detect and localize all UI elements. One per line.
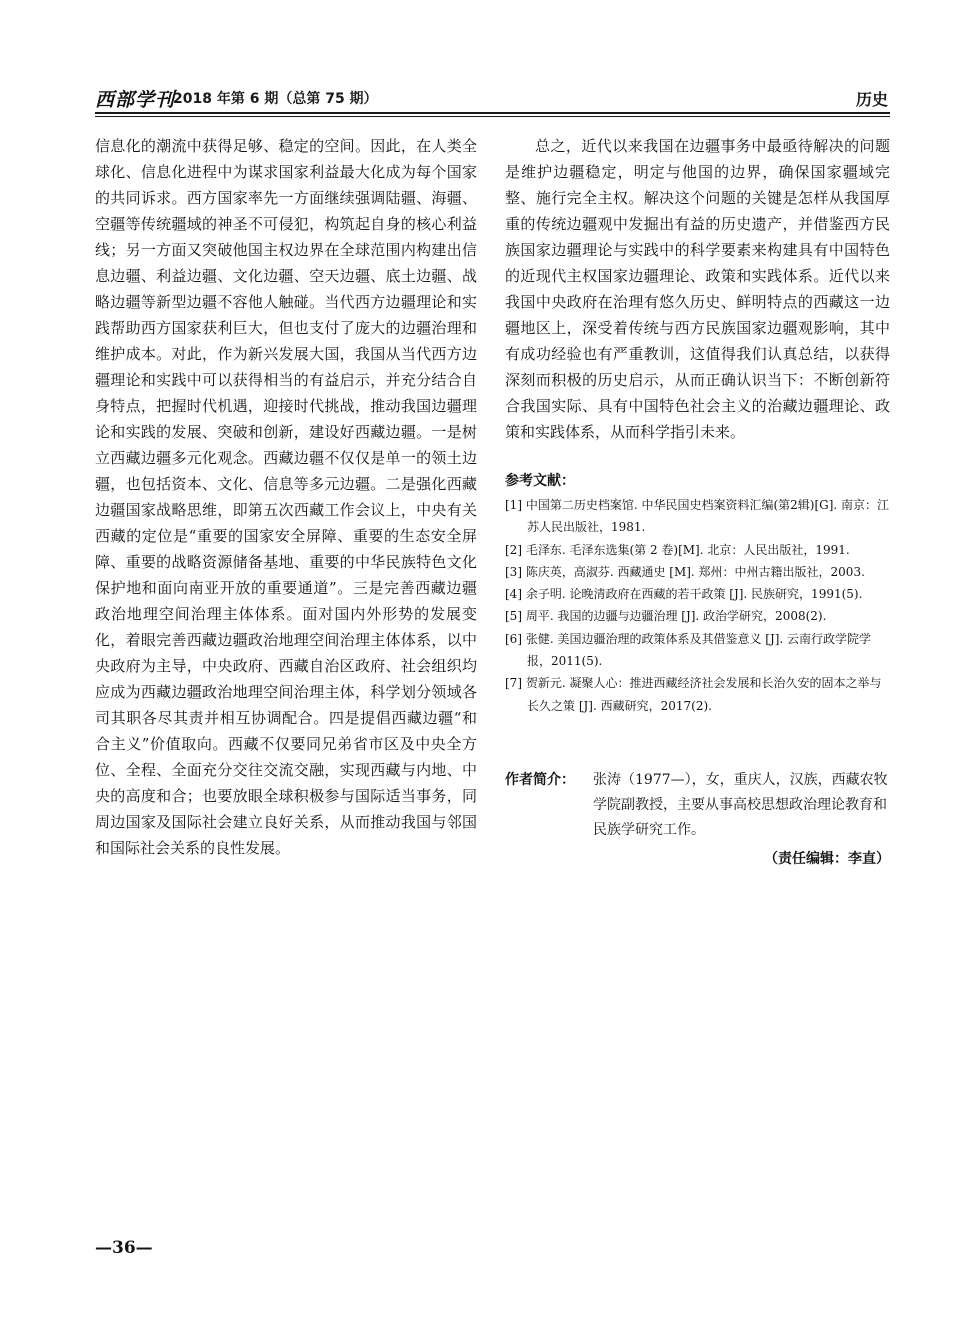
editor-note: （责任编辑：李直）: [764, 851, 890, 867]
page-number: —36—: [95, 1238, 153, 1258]
header-rule: [95, 112, 890, 114]
conclusion-paragraph: 总之，近代以来我国在边疆事务中最亟待解决的问题是维护边疆稳定，明定与他国的边界，确保国家疆域完整、施行完全主权。解决这个问题的关键是怎样从我国厚重的传统边疆观中发掘出有益的历史遗产，并借鉴西方民族国家边疆理论与实践中的科学要素来构建具有中国特色的近现代主权国家边疆理论、政策和实践体系。近代以来我国中央政府在治理有悠久历史、鲜明特点的西藏这一边疆地区上，深受着传统与西方民族国家边疆观影响，其中有成功经验也有严重教训，这值得我们认真总结，以获得深刻而积极的历史启示，从而正确认识当下：不断创新符合我国实际、具有中国特色社会主义的治藏边疆理论、政策和实践体系，从而科学指引未来。: [505, 137, 890, 441]
references-title: 参考文献：: [505, 473, 575, 489]
reference-item: [7] 贺新元. 凝聚人心：推进西藏经济社会发展和长治久安的固本之举与长久之策 [J]. 西藏研究，2017(2).: [505, 676, 882, 713]
section-name: 历史: [855, 90, 888, 109]
journal-logo: 西部学刊: [95, 89, 176, 111]
reference-item: [4] 余子明. 论晚清政府在西藏的若干政策 [J]. 民族研究，1991(5).: [505, 587, 863, 602]
right-column: [505, 133, 890, 445]
references-list: [505, 494, 890, 717]
reference-item: [1] 中国第二历史档案馆. 中华民国史档案资料汇编(第2辑)[G]. 南京：江苏人民出版社，1981.: [505, 498, 890, 535]
reference-item: [6] 张健. 美国边疆治理的政策体系及其借鉴意义 [J]. 云南行政学院学报，2011(5).: [505, 631, 872, 669]
reference-item: [2] 毛泽东. 毛泽东选集(第 2 卷)[M]. 北京：人民出版社，1991.: [505, 542, 850, 557]
author-bio: [505, 768, 890, 843]
issue-info: 2018 年第 6 期（总第 75 期）: [173, 91, 378, 107]
reference-item: [3] 陈庆英，高淑芬. 西藏通史 [M]. 郑州：中州古籍出版社，2003.: [505, 564, 865, 579]
left-column-paragraph: 信息化的潮流中获得足够、稳定的空间。因此，在人类全球化、信息化进程中为谋求国家利益最大化成为每个国家的共同诉求。西方国家率先一方面继续强调陆疆、海疆、空疆等传统疆域的神圣不可侵犯，构筑起自身的核心利益线；另一方面又突破他国主权边界在全球范围内构建出信息边疆、利益边疆、文化边疆、空天边疆、底土边疆、战略边疆等新型边疆不容他人触碰。当代西方边疆理论和实践帮助西方国家获利巨大，但也支付了庞大的边疆治理和维护成本。对此，作为新兴发展大国，我国从当代西方边疆理论和实践中可以获得相当的有益启示，并充分结合自身特点，把握时代机遇，迎接时代挑战，推动我国边疆理论和实践的发展、突破和创新，建设好西藏边疆。一是树立西藏边疆多元化观念。西藏边疆不仅仅是单一的领土边疆，也包括资本、文化、信息等多元边疆。二是强化西藏边疆国家战略思维，即第五次西藏工作会议上，中央有关西藏的定位是“重要的国家安全屏障、重要的生态安全屏障、重要的战略资源储备基地、重要的中华民族特色文化保护地和面向南亚开放的重要通道”。三是完善西藏边疆政治地理空间治理主体体系。面对国内外形势的发展变化，着眼完善西藏边疆政治地理空间治理主体体系，以中央政府为主导，中央政府、西藏自治区政府、社会组织均应成为西藏边疆政治地理空间治理主体，科学划分领域各司其职各尽其责并相互协调配合。四是提倡西藏边疆“和合主义”价值取向。西藏不仅要同兄弟省市区及中央全方位、全程、全面充分交往交流交融，实现西藏与内地、中央的高度和合；也要放眼全球积极参与国际适当事务，同周边国家及国际社会建立良好关系，从而推动我国与邻国和国际社会关系的良性发展。: [95, 137, 477, 857]
author-label: 作者简介：: [505, 772, 575, 788]
header-rule-thin: [95, 116, 890, 117]
left-column: [95, 133, 477, 861]
page-header: [95, 84, 890, 110]
reference-item: [5] 周平. 我国的边疆与边疆治理 [J]. 政治学研究，2008(2).: [505, 609, 827, 624]
author-text: 张涛（1977—），女，重庆人，汉族，西藏农牧学院副教授，主要从事高校思想政治理论教育和民族学研究工作。: [593, 772, 888, 838]
